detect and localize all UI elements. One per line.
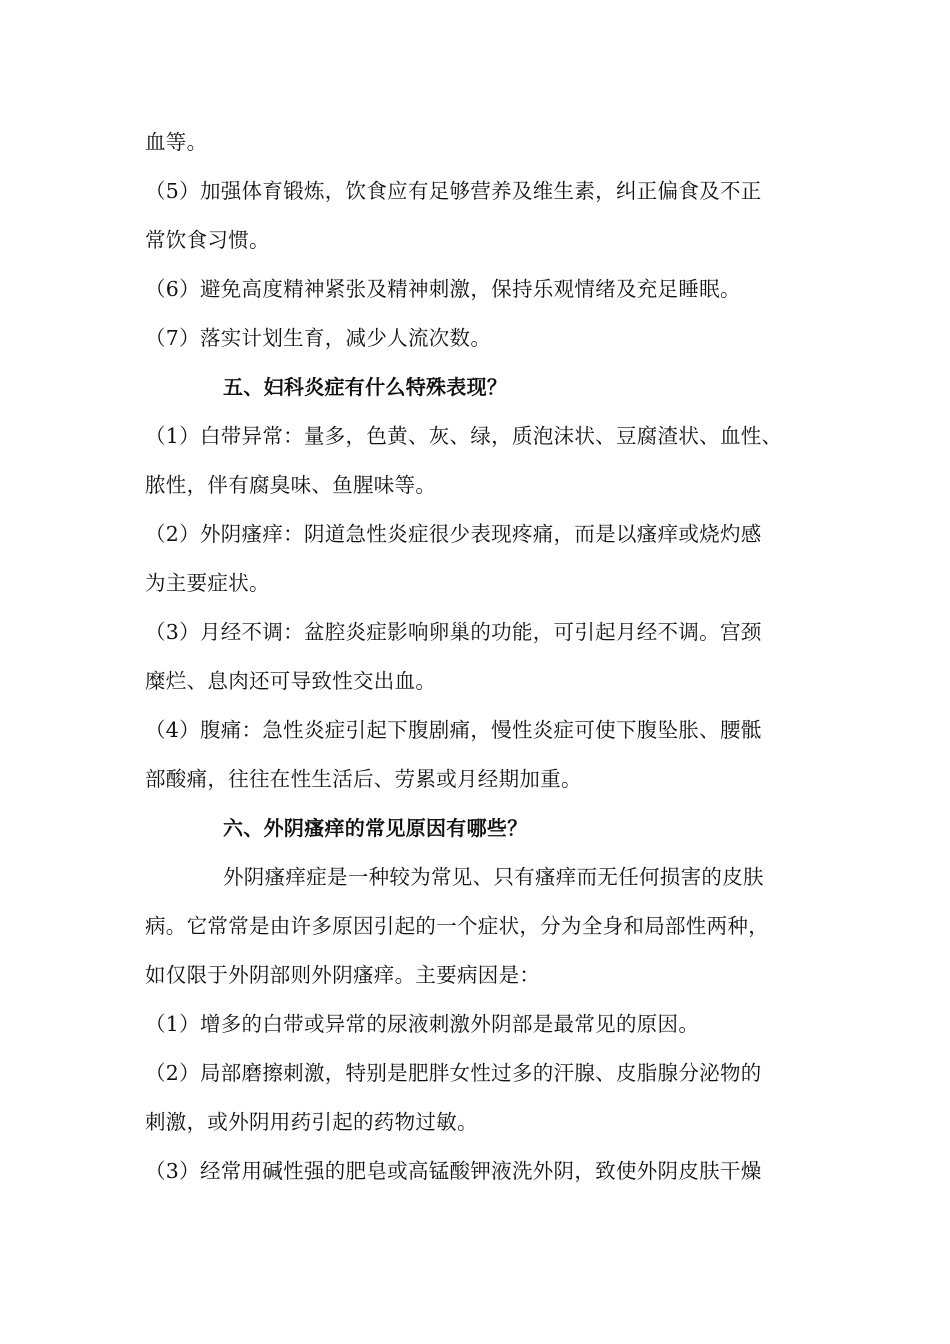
list-item: （1）增多的白带或异常的尿液刺激外阴部是最常见的原因。: [145, 1012, 700, 1036]
text-line: 病。它常常是由许多原因引起的一个症状，分为全身和局部性两种，: [145, 914, 769, 938]
list-item: （5）加强体育锻炼，饮食应有足够营养及维生素，纠正偏食及不正: [145, 179, 762, 203]
document-page: [145, 118, 810, 1196]
section-heading: 六、外阴瘙痒的常见原因有哪些？: [223, 816, 528, 840]
list-item: （7）落实计划生育，减少人流次数。: [145, 326, 492, 350]
text-line: 糜烂、息肉还可导致性交出血。: [145, 669, 437, 693]
section-heading: 五、妇科炎症有什么特殊表现？: [223, 375, 508, 399]
list-item: （1）白带异常：量多，色黄、灰、绿，质泡沫状、豆腐渣状、血性、: [145, 424, 783, 448]
text-line: 脓性，伴有腐臭味、鱼腥味等。: [145, 473, 437, 497]
list-item: （2）外阴瘙痒：阴道急性炎症很少表现疼痛，而是以瘙痒或烧灼感: [145, 522, 762, 546]
list-item: （2）局部磨擦刺激，特别是肥胖女性过多的汗腺、皮脂腺分泌物的: [145, 1061, 762, 1085]
text-line: 为主要症状。: [145, 571, 270, 595]
list-item: （3）月经不调：盆腔炎症影响卵巢的功能，可引起月经不调。宫颈: [145, 620, 762, 644]
text-line: 部酸痛，往往在性生活后、劳累或月经期加重。: [145, 767, 582, 791]
text-line: 血等。: [145, 130, 208, 154]
paragraph-start: 外阴瘙痒症是一种较为常见、只有瘙痒而无任何损害的皮肤: [223, 865, 764, 889]
list-item: （4）腹痛：急性炎症引起下腹剧痛，慢性炎症可使下腹坠胀、腰骶: [145, 718, 762, 742]
text-line: 常饮食习惯。: [145, 228, 270, 252]
list-item: （3）经常用碱性强的肥皂或高锰酸钾液洗外阴，致使外阴皮肤干燥: [145, 1159, 762, 1183]
list-item: （6）避免高度精神紧张及精神刺激，保持乐观情绪及充足睡眠。: [145, 277, 741, 301]
text-line: 刺激，或外阴用药引起的药物过敏。: [145, 1110, 478, 1134]
text-line: 如仅限于外阴部则外阴瘙痒。主要病因是：: [145, 963, 541, 987]
